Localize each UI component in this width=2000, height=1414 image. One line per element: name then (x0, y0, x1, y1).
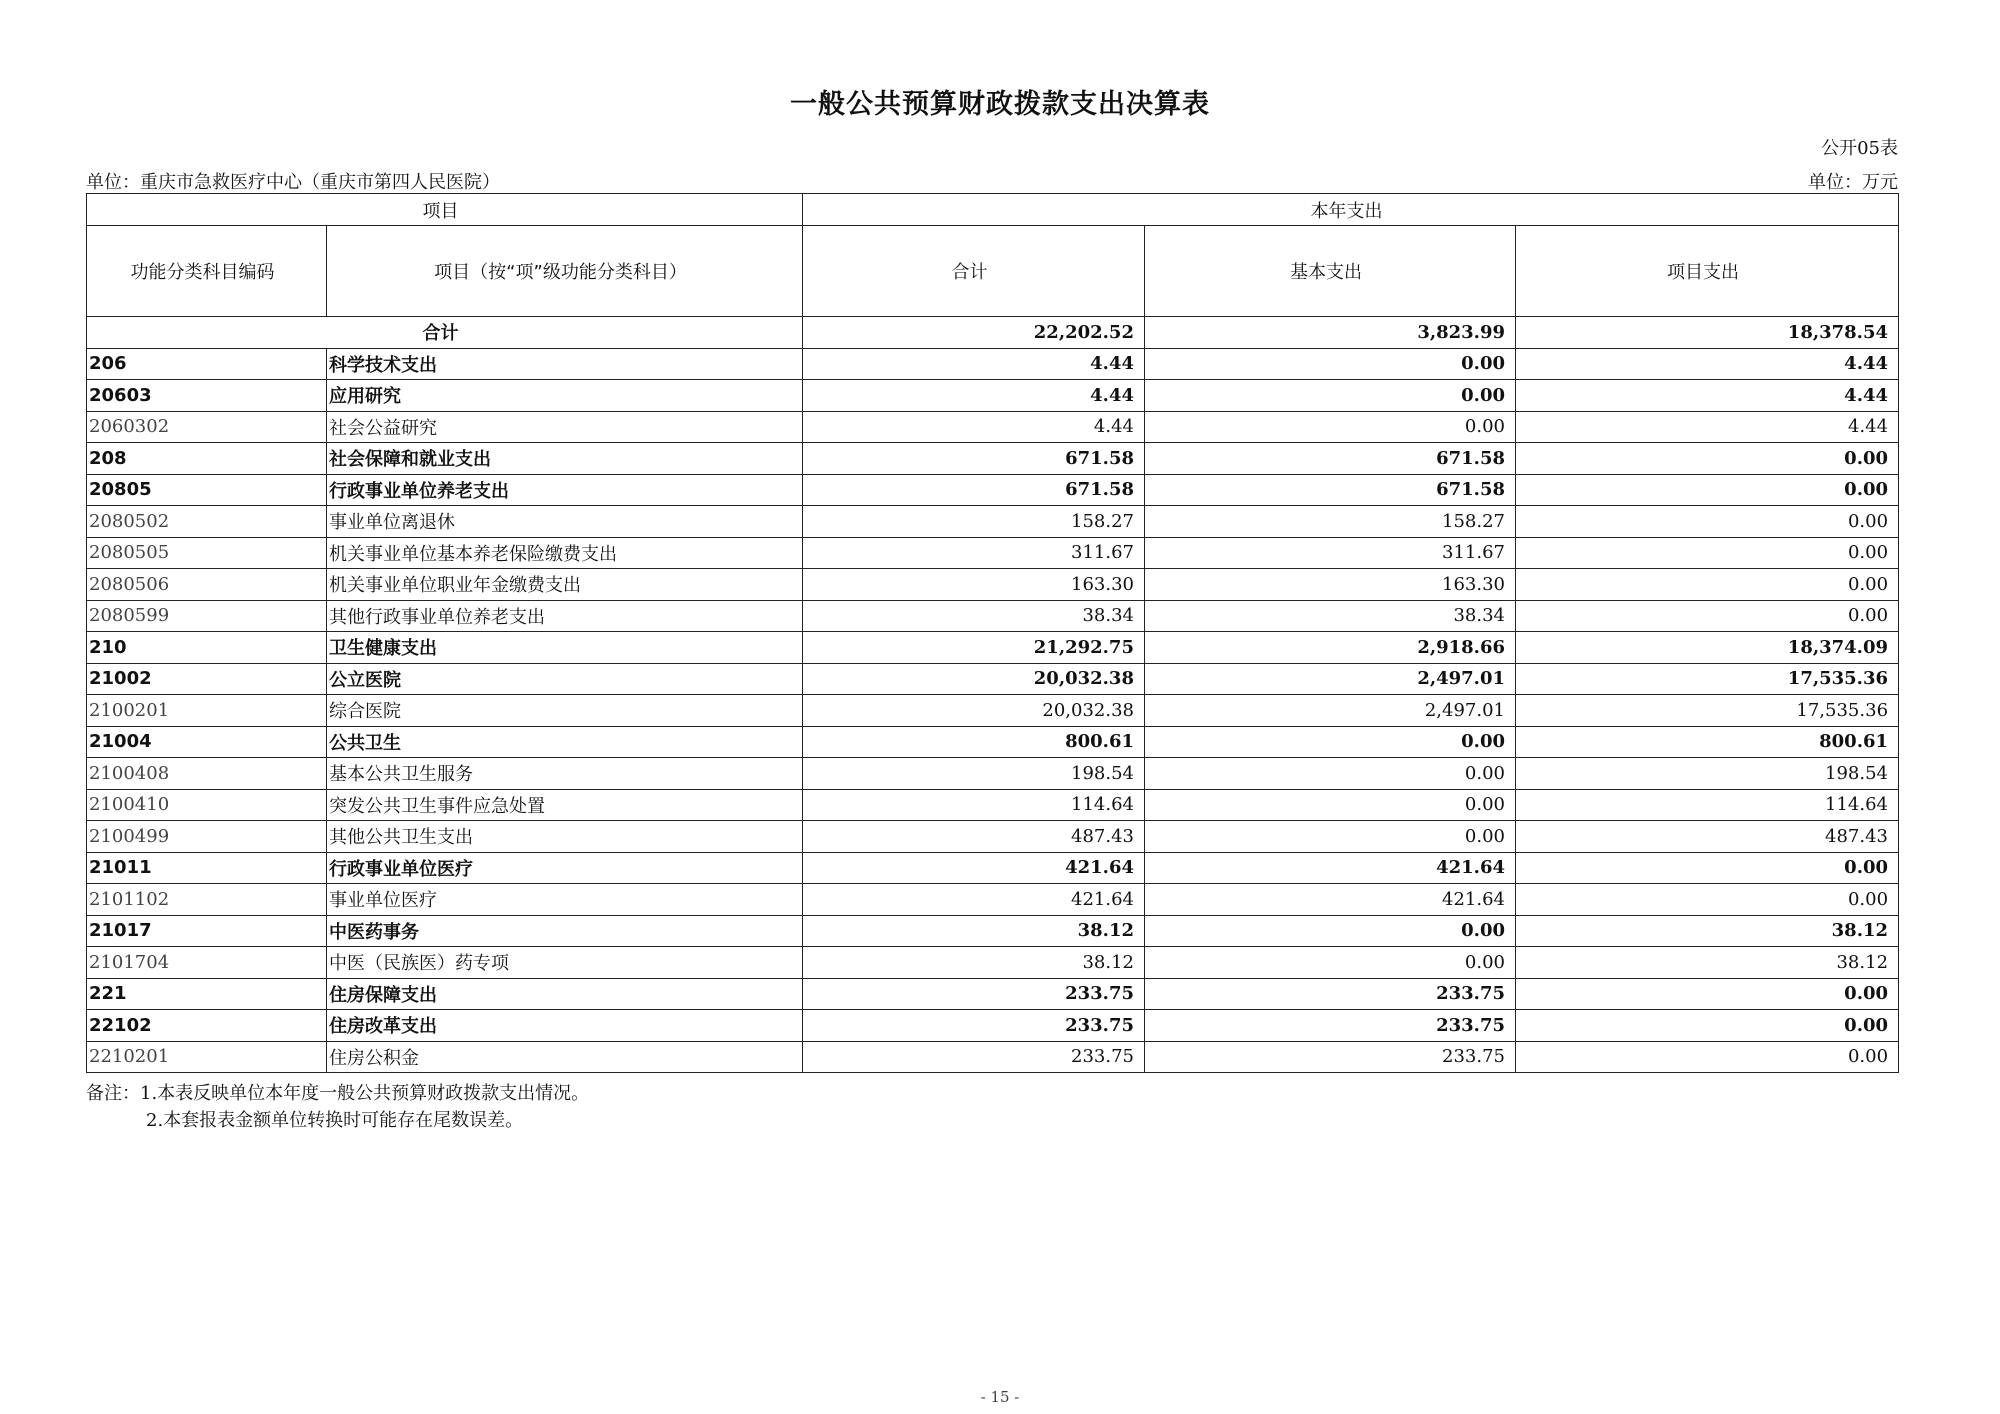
row-project: 0.00 (1516, 569, 1899, 601)
row-total: 20,032.38 (803, 695, 1145, 727)
table-row (87, 915, 1899, 947)
total-label: 合计 (87, 317, 803, 349)
row-total: 158.27 (803, 506, 1145, 538)
row-total: 311.67 (803, 537, 1145, 569)
table-row (87, 632, 1899, 664)
row-project: 0.00 (1516, 1010, 1899, 1042)
row-code: 21002 (87, 663, 327, 695)
row-project: 0.00 (1516, 506, 1899, 538)
table-row (87, 474, 1899, 506)
row-total: 198.54 (803, 758, 1145, 790)
row-basic: 0.00 (1145, 915, 1516, 947)
header-project: 项目 (87, 194, 803, 226)
notes (86, 1080, 589, 1134)
table-body (87, 194, 1899, 1073)
row-basic: 311.67 (1145, 537, 1516, 569)
header-name: 项目（按“项”级功能分类科目） (327, 226, 803, 317)
row-name: 突发公共卫生事件应急处置 (327, 789, 803, 821)
row-project: 0.00 (1516, 852, 1899, 884)
page-title: 一般公共预算财政拨款支出决算表 (790, 89, 1210, 120)
header-row-2 (87, 226, 1899, 317)
row-total: 421.64 (803, 852, 1145, 884)
row-total: 20,032.38 (803, 663, 1145, 695)
row-total: 114.64 (803, 789, 1145, 821)
row-project: 38.12 (1516, 947, 1899, 979)
row-project: 114.64 (1516, 789, 1899, 821)
note-2: 2.本套报表金额单位转换时可能存在尾数误差。 (146, 1110, 524, 1131)
row-code: 20805 (87, 474, 327, 506)
table-row (87, 600, 1899, 632)
row-code: 221 (87, 978, 327, 1010)
row-total: 163.30 (803, 569, 1145, 601)
currency-unit: 单位：万元 (1808, 172, 1898, 193)
row-project: 0.00 (1516, 1041, 1899, 1073)
row-total: 4.44 (803, 411, 1145, 443)
row-code: 206 (87, 348, 327, 380)
row-code: 2060302 (87, 411, 327, 443)
row-basic: 0.00 (1145, 821, 1516, 853)
row-basic: 671.58 (1145, 474, 1516, 506)
row-total: 671.58 (803, 474, 1145, 506)
row-total: 233.75 (803, 978, 1145, 1010)
row-total: 487.43 (803, 821, 1145, 853)
row-project: 4.44 (1516, 348, 1899, 380)
row-name: 行政事业单位养老支出 (327, 474, 803, 506)
header-basic: 基本支出 (1145, 226, 1516, 317)
table-row (87, 852, 1899, 884)
table-row (87, 443, 1899, 475)
row-project: 0.00 (1516, 474, 1899, 506)
row-project: 0.00 (1516, 443, 1899, 475)
row-basic: 0.00 (1145, 947, 1516, 979)
row-code: 210 (87, 632, 327, 664)
row-project: 38.12 (1516, 915, 1899, 947)
table-row (87, 884, 1899, 916)
row-project: 4.44 (1516, 411, 1899, 443)
row-basic: 0.00 (1145, 726, 1516, 758)
row-basic: 2,918.66 (1145, 632, 1516, 664)
row-total: 21,292.75 (803, 632, 1145, 664)
row-name: 其他行政事业单位养老支出 (327, 600, 803, 632)
table-row (87, 537, 1899, 569)
total-row (87, 317, 1899, 349)
row-code: 2080505 (87, 537, 327, 569)
row-basic: 0.00 (1145, 758, 1516, 790)
table-row (87, 695, 1899, 727)
row-basic: 0.00 (1145, 380, 1516, 412)
row-basic: 671.58 (1145, 443, 1516, 475)
reporting-unit: 单位：重庆市急救医疗中心（重庆市第四人民医院） (86, 172, 500, 193)
row-code: 2080502 (87, 506, 327, 538)
row-code: 2100201 (87, 695, 327, 727)
row-project: 800.61 (1516, 726, 1899, 758)
row-total: 800.61 (803, 726, 1145, 758)
row-code: 20603 (87, 380, 327, 412)
note-1: 备注：1.本表反映单位本年度一般公共预算财政拨款支出情况。 (86, 1083, 590, 1104)
row-code: 2101704 (87, 947, 327, 979)
row-project: 4.44 (1516, 380, 1899, 412)
row-total: 38.34 (803, 600, 1145, 632)
row-name: 其他公共卫生支出 (327, 821, 803, 853)
row-code: 2100499 (87, 821, 327, 853)
row-project: 0.00 (1516, 978, 1899, 1010)
row-project: 17,535.36 (1516, 695, 1899, 727)
table-row (87, 758, 1899, 790)
row-project: 0.00 (1516, 600, 1899, 632)
row-basic: 0.00 (1145, 411, 1516, 443)
header-project-expenditure: 项目支出 (1516, 226, 1899, 317)
row-name: 基本公共卫生服务 (327, 758, 803, 790)
row-total: 421.64 (803, 884, 1145, 916)
row-name: 中医药事务 (327, 915, 803, 947)
total-basic: 3,823.99 (1145, 317, 1516, 349)
row-basic: 421.64 (1145, 884, 1516, 916)
table-row (87, 789, 1899, 821)
header-code: 功能分类科目编码 (87, 226, 327, 317)
header-row-1 (87, 194, 1899, 226)
row-project: 17,535.36 (1516, 663, 1899, 695)
total-amount: 22,202.52 (803, 317, 1145, 349)
table-row (87, 821, 1899, 853)
row-project: 198.54 (1516, 758, 1899, 790)
row-name: 住房公积金 (327, 1041, 803, 1073)
row-name: 科学技术支出 (327, 348, 803, 380)
total-project: 18,378.54 (1516, 317, 1899, 349)
table-row (87, 1010, 1899, 1042)
row-name: 机关事业单位基本养老保险缴费支出 (327, 537, 803, 569)
row-name: 综合医院 (327, 695, 803, 727)
row-total: 233.75 (803, 1041, 1145, 1073)
row-name: 住房保障支出 (327, 978, 803, 1010)
table-row (87, 506, 1899, 538)
row-code: 22102 (87, 1010, 327, 1042)
row-total: 4.44 (803, 348, 1145, 380)
row-name: 社会保障和就业支出 (327, 443, 803, 475)
row-name: 事业单位医疗 (327, 884, 803, 916)
form-number: 公开05表 (1821, 138, 1898, 159)
table-row (87, 348, 1899, 380)
row-project: 0.00 (1516, 537, 1899, 569)
row-basic: 421.64 (1145, 852, 1516, 884)
row-name: 中医（民族医）药专项 (327, 947, 803, 979)
row-basic: 38.34 (1145, 600, 1516, 632)
row-name: 公共卫生 (327, 726, 803, 758)
row-project: 18,374.09 (1516, 632, 1899, 664)
row-name: 事业单位离退休 (327, 506, 803, 538)
row-code: 21011 (87, 852, 327, 884)
table-row (87, 978, 1899, 1010)
row-name: 公立医院 (327, 663, 803, 695)
row-basic: 233.75 (1145, 1041, 1516, 1073)
row-total: 4.44 (803, 380, 1145, 412)
row-code: 2080599 (87, 600, 327, 632)
row-code: 21017 (87, 915, 327, 947)
table-row (87, 663, 1899, 695)
page-number: - 15 - (980, 1388, 1020, 1406)
row-code: 208 (87, 443, 327, 475)
row-name: 行政事业单位医疗 (327, 852, 803, 884)
row-basic: 233.75 (1145, 978, 1516, 1010)
row-code: 2080506 (87, 569, 327, 601)
header-total: 合计 (803, 226, 1145, 317)
row-basic: 163.30 (1145, 569, 1516, 601)
row-code: 2210201 (87, 1041, 327, 1073)
row-name: 社会公益研究 (327, 411, 803, 443)
row-total: 38.12 (803, 947, 1145, 979)
expenditure-table (86, 193, 1899, 1073)
row-total: 671.58 (803, 443, 1145, 475)
row-basic: 2,497.01 (1145, 695, 1516, 727)
table-row (87, 947, 1899, 979)
row-basic: 158.27 (1145, 506, 1516, 538)
table-row (87, 411, 1899, 443)
row-basic: 0.00 (1145, 348, 1516, 380)
header-current-year: 本年支出 (803, 194, 1899, 226)
row-project: 0.00 (1516, 884, 1899, 916)
row-basic: 233.75 (1145, 1010, 1516, 1042)
table-row (87, 569, 1899, 601)
row-code: 2101102 (87, 884, 327, 916)
table-row (87, 1041, 1899, 1073)
row-code: 21004 (87, 726, 327, 758)
row-name: 住房改革支出 (327, 1010, 803, 1042)
row-name: 卫生健康支出 (327, 632, 803, 664)
row-code: 2100410 (87, 789, 327, 821)
table-row (87, 380, 1899, 412)
row-name: 机关事业单位职业年金缴费支出 (327, 569, 803, 601)
row-project: 487.43 (1516, 821, 1899, 853)
row-basic: 0.00 (1145, 789, 1516, 821)
row-code: 2100408 (87, 758, 327, 790)
table-row (87, 726, 1899, 758)
row-total: 233.75 (803, 1010, 1145, 1042)
row-basic: 2,497.01 (1145, 663, 1516, 695)
row-total: 38.12 (803, 915, 1145, 947)
row-name: 应用研究 (327, 380, 803, 412)
